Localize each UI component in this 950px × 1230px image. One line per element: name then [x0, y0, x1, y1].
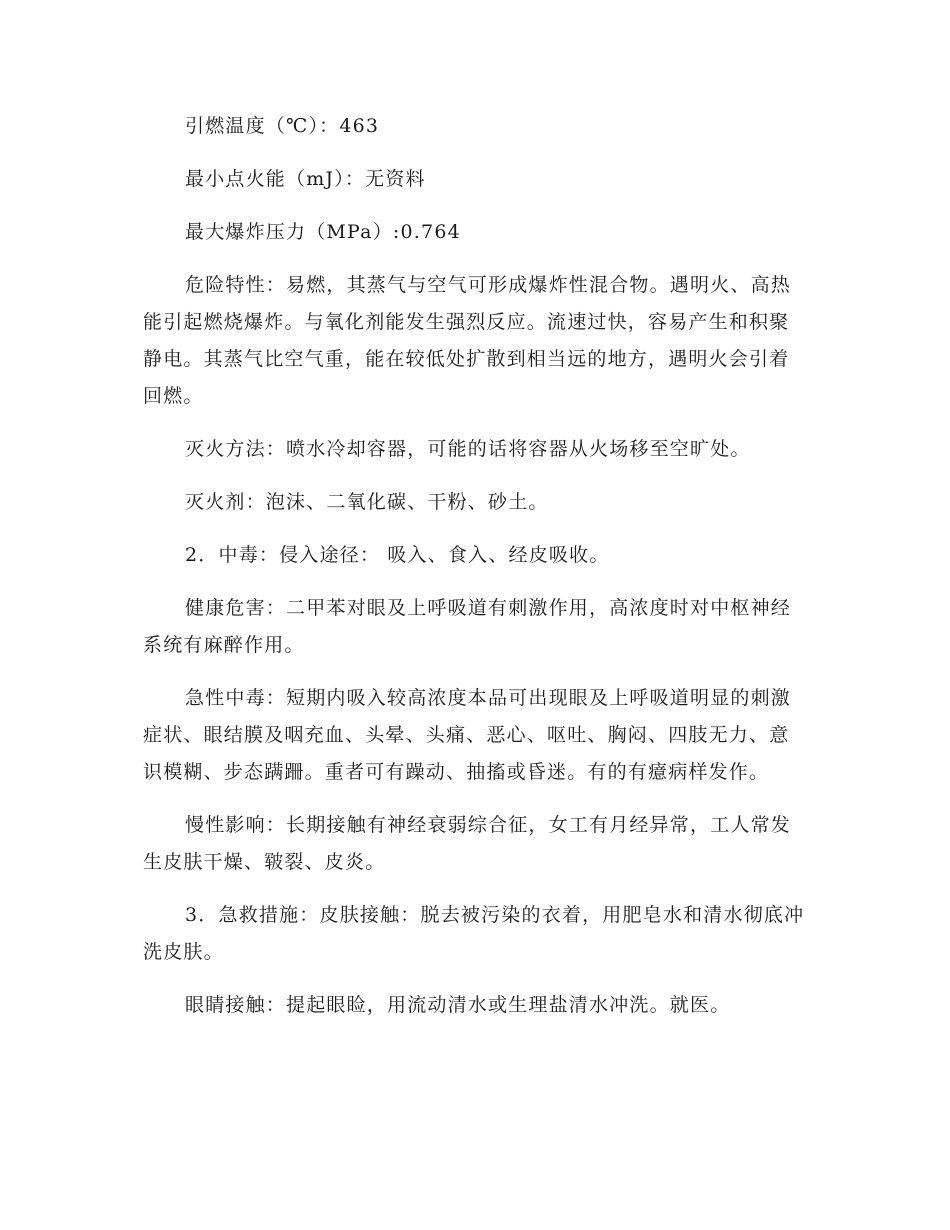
extinguishing-method-paragraph: 灭火方法：喷水冷却容器，可能的话将容器从火场移至空旷处。: [185, 438, 751, 460]
first-aid-eye-paragraph: 眼睛接触：提起眼睑，用流动清水或生理盐清水冲洗。就医。: [185, 994, 731, 1016]
poisoning-route-paragraph: 2．中毒：侵入途径： 吸入、食入、经皮吸收。: [185, 544, 610, 566]
min-ignition-energy-paragraph: 最小点火能（mJ）：无资料: [185, 168, 426, 190]
hazard-characteristics-paragraph: 危险特性：易燃，其蒸气与空气可形成爆炸性混合物。遇明火、高热能引起燃烧爆炸。与氧化剂能发生强烈反应。流速过快，容易产生和积聚静电。其蒸气比空气重，能在较低处扩散到相当远的地方，遇明火会引着回燃。: [143, 274, 792, 407]
first-aid-skin-paragraph: 3．急救措施：皮肤接触：脱去被污染的衣着，用肥皂水和清水彻底冲洗皮肤。: [143, 904, 805, 963]
document-body: [143, 108, 808, 1040]
acute-poisoning-paragraph: 急性中毒：短期内吸入较高浓度本品可出现眼及上呼吸道明显的刺激症状、眼结膜及咽充血、头晕、头痛、恶心、呕吐、胸闷、四肢无力、意识模糊、步态蹒跚。重者可有躁动、抽搐或昏迷。有的有癔病样发作。: [143, 687, 792, 783]
max-explosion-pressure-paragraph: 最大爆炸压力（MPa）:0.764: [185, 221, 461, 243]
extinguishing-agent-paragraph: 灭火剂：泡沫、二氧化碳、干粉、砂土。: [185, 491, 549, 513]
health-hazard-paragraph: 健康危害：二甲苯对眼及上呼吸道有刺激作用，高浓度时对中枢神经系统有麻醉作用。: [143, 597, 792, 656]
chronic-effects-paragraph: 慢性影响：长期接触有神经衰弱综合征，女工有月经异常，工人常发生皮肤干燥、皲裂、皮炎。: [143, 814, 792, 873]
ignition-temperature-paragraph: 引燃温度（℃）：463: [185, 115, 380, 137]
